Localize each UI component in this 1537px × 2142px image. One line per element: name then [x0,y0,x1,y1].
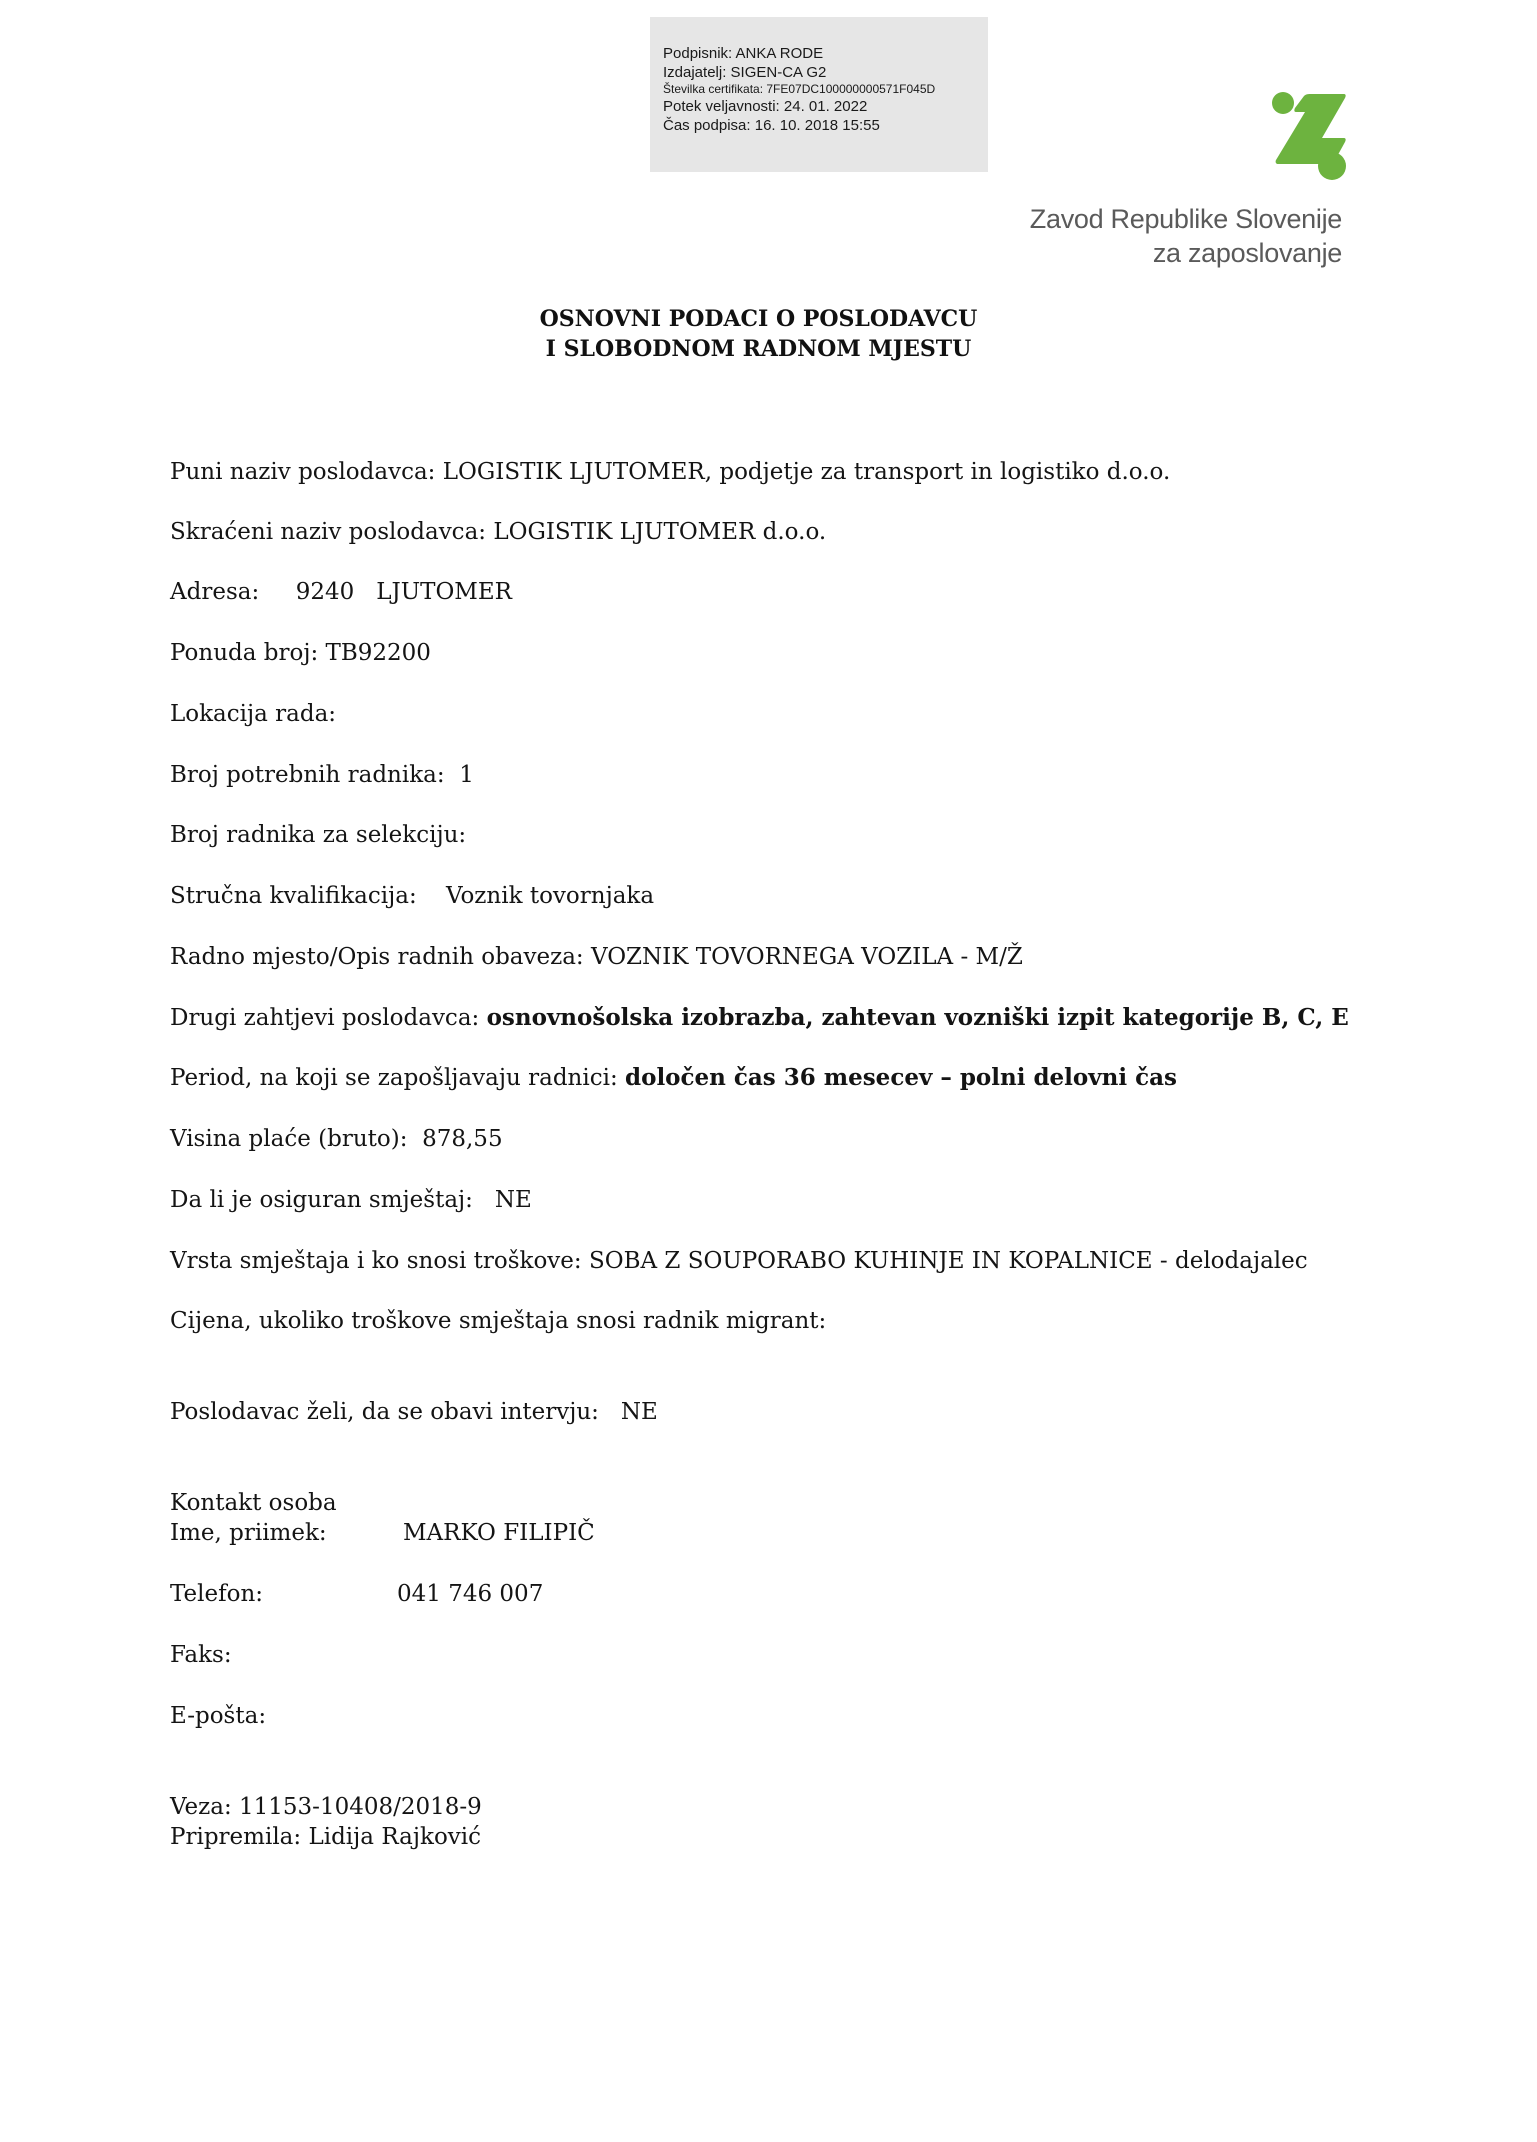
field-value: SOBA Z SOUPORABO KUHINJE IN KOPALNICE - delodajalec [588,1248,1308,1274]
field-accommodation-provided [170,1185,532,1215]
contact-name-label: Ime, priimek: [170,1520,327,1546]
field-label: Radno mjesto/Opis radnih obaveza: [170,944,591,970]
field-work-location [170,699,336,729]
field-value: TB92200 [325,640,431,666]
title-line-2: I SLOBODNOM RADNOM MJESTU [545,336,972,362]
field-label: Period, na koji se zapošljavaju radnici: [170,1065,626,1091]
field-value: 878,55 [422,1126,503,1152]
field-label: Visina plaće (bruto): [170,1126,423,1152]
field-accommodation-type [170,1246,1308,1276]
field-workers-selection [170,820,466,850]
signature-signer: Podpisnik: ANKA RODE [663,45,824,62]
field-full-name [170,457,1170,487]
field-short-name [170,517,826,547]
digital-signature-box [650,17,988,172]
field-value: 9240 LJUTOMER [295,579,512,605]
field-workers-needed [170,760,474,790]
field-qualification [170,881,654,911]
field-label: Skraćeni naziv poslodavca: [170,519,494,545]
field-label: Broj radnika za selekciju: [170,822,467,848]
prepared-by: Pripremila: Lidija Rajković [170,1824,482,1850]
field-label: Vrsta smještaja i ko snosi troškove: [170,1248,589,1274]
contact-name-value: MARKO FILIPIČ [403,1520,595,1546]
field-label: Poslodavac želi, da se obavi intervju: [170,1399,621,1425]
field-salary [170,1124,503,1154]
field-employment-period [170,1063,1177,1093]
field-value: LOGISTIK LJUTOMER, podjetje za transport in logistiko d.o.o. [442,459,1171,485]
field-accommodation-price [170,1306,826,1336]
logo-line-2: za zaposlovanje [1152,238,1342,268]
field-label: Broj potrebnih radnika: [170,762,460,788]
field-value: Voznik tovornjaka [445,883,655,909]
field-address [170,577,512,607]
signature-validity: Potek veljavnosti: 24. 01. 2022 [663,98,868,115]
field-value: NE [494,1187,532,1213]
field-label: Ponuda broj: [170,640,326,666]
document-title [0,304,1517,364]
field-label: Lokacija rada: [170,701,337,727]
logo-wordmark [1030,202,1342,270]
field-label: Drugi zahtjevi poslodavca: [170,1005,487,1031]
contact-phone-label: Telefon: [170,1581,264,1607]
field-label: Da li je osiguran smještaj: [170,1187,495,1213]
signature-issuer: Izdajatelj: SIGEN-CA G2 [663,64,827,81]
field-value: VOZNIK TOVORNEGA VOZILA - M/Ž [591,944,1023,970]
signature-cert-number: Številka certifikata: 7FE07DC100000000571F045D [663,82,936,96]
title-line-1: OSNOVNI PODACI O POSLODAVCU [539,306,978,332]
contact-heading: Kontakt osoba [170,1490,337,1516]
contact-phone-value: 041 746 007 [397,1581,544,1607]
field-label: Cijena, ukoliko troškove smještaja snosi radnik migrant: [170,1308,827,1334]
field-label: Adresa: [170,579,296,605]
field-value: LOGISTIK LJUTOMER d.o.o. [493,519,827,545]
field-other-requirements [170,1003,1349,1033]
logo-line-1: Zavod Republike Slovenije [1029,204,1342,234]
field-label: Stručna kvalifikacija: [170,883,446,909]
contact-email-label: E-pošta: [170,1703,267,1729]
field-value: osnovnošolska izobrazba, zahtevan vozniški izpit kategorije B, C, E [486,1004,1349,1031]
field-label: Puni naziv poslodavca: [170,459,443,485]
field-offer-number [170,638,431,668]
reference-number: Veza: 11153-10408/2018-9 [170,1794,482,1820]
signature-time: Čas podpisa: 16. 10. 2018 15:55 [663,117,880,134]
zrsz-logo-icon [1272,92,1346,180]
field-job-description [170,942,1023,972]
contact-fax-label: Faks: [170,1642,232,1668]
field-value: NE [620,1399,658,1425]
field-interview [170,1397,658,1427]
field-value: določen čas 36 mesecev – polni delovni čas [625,1064,1177,1091]
field-value: 1 [459,762,474,788]
